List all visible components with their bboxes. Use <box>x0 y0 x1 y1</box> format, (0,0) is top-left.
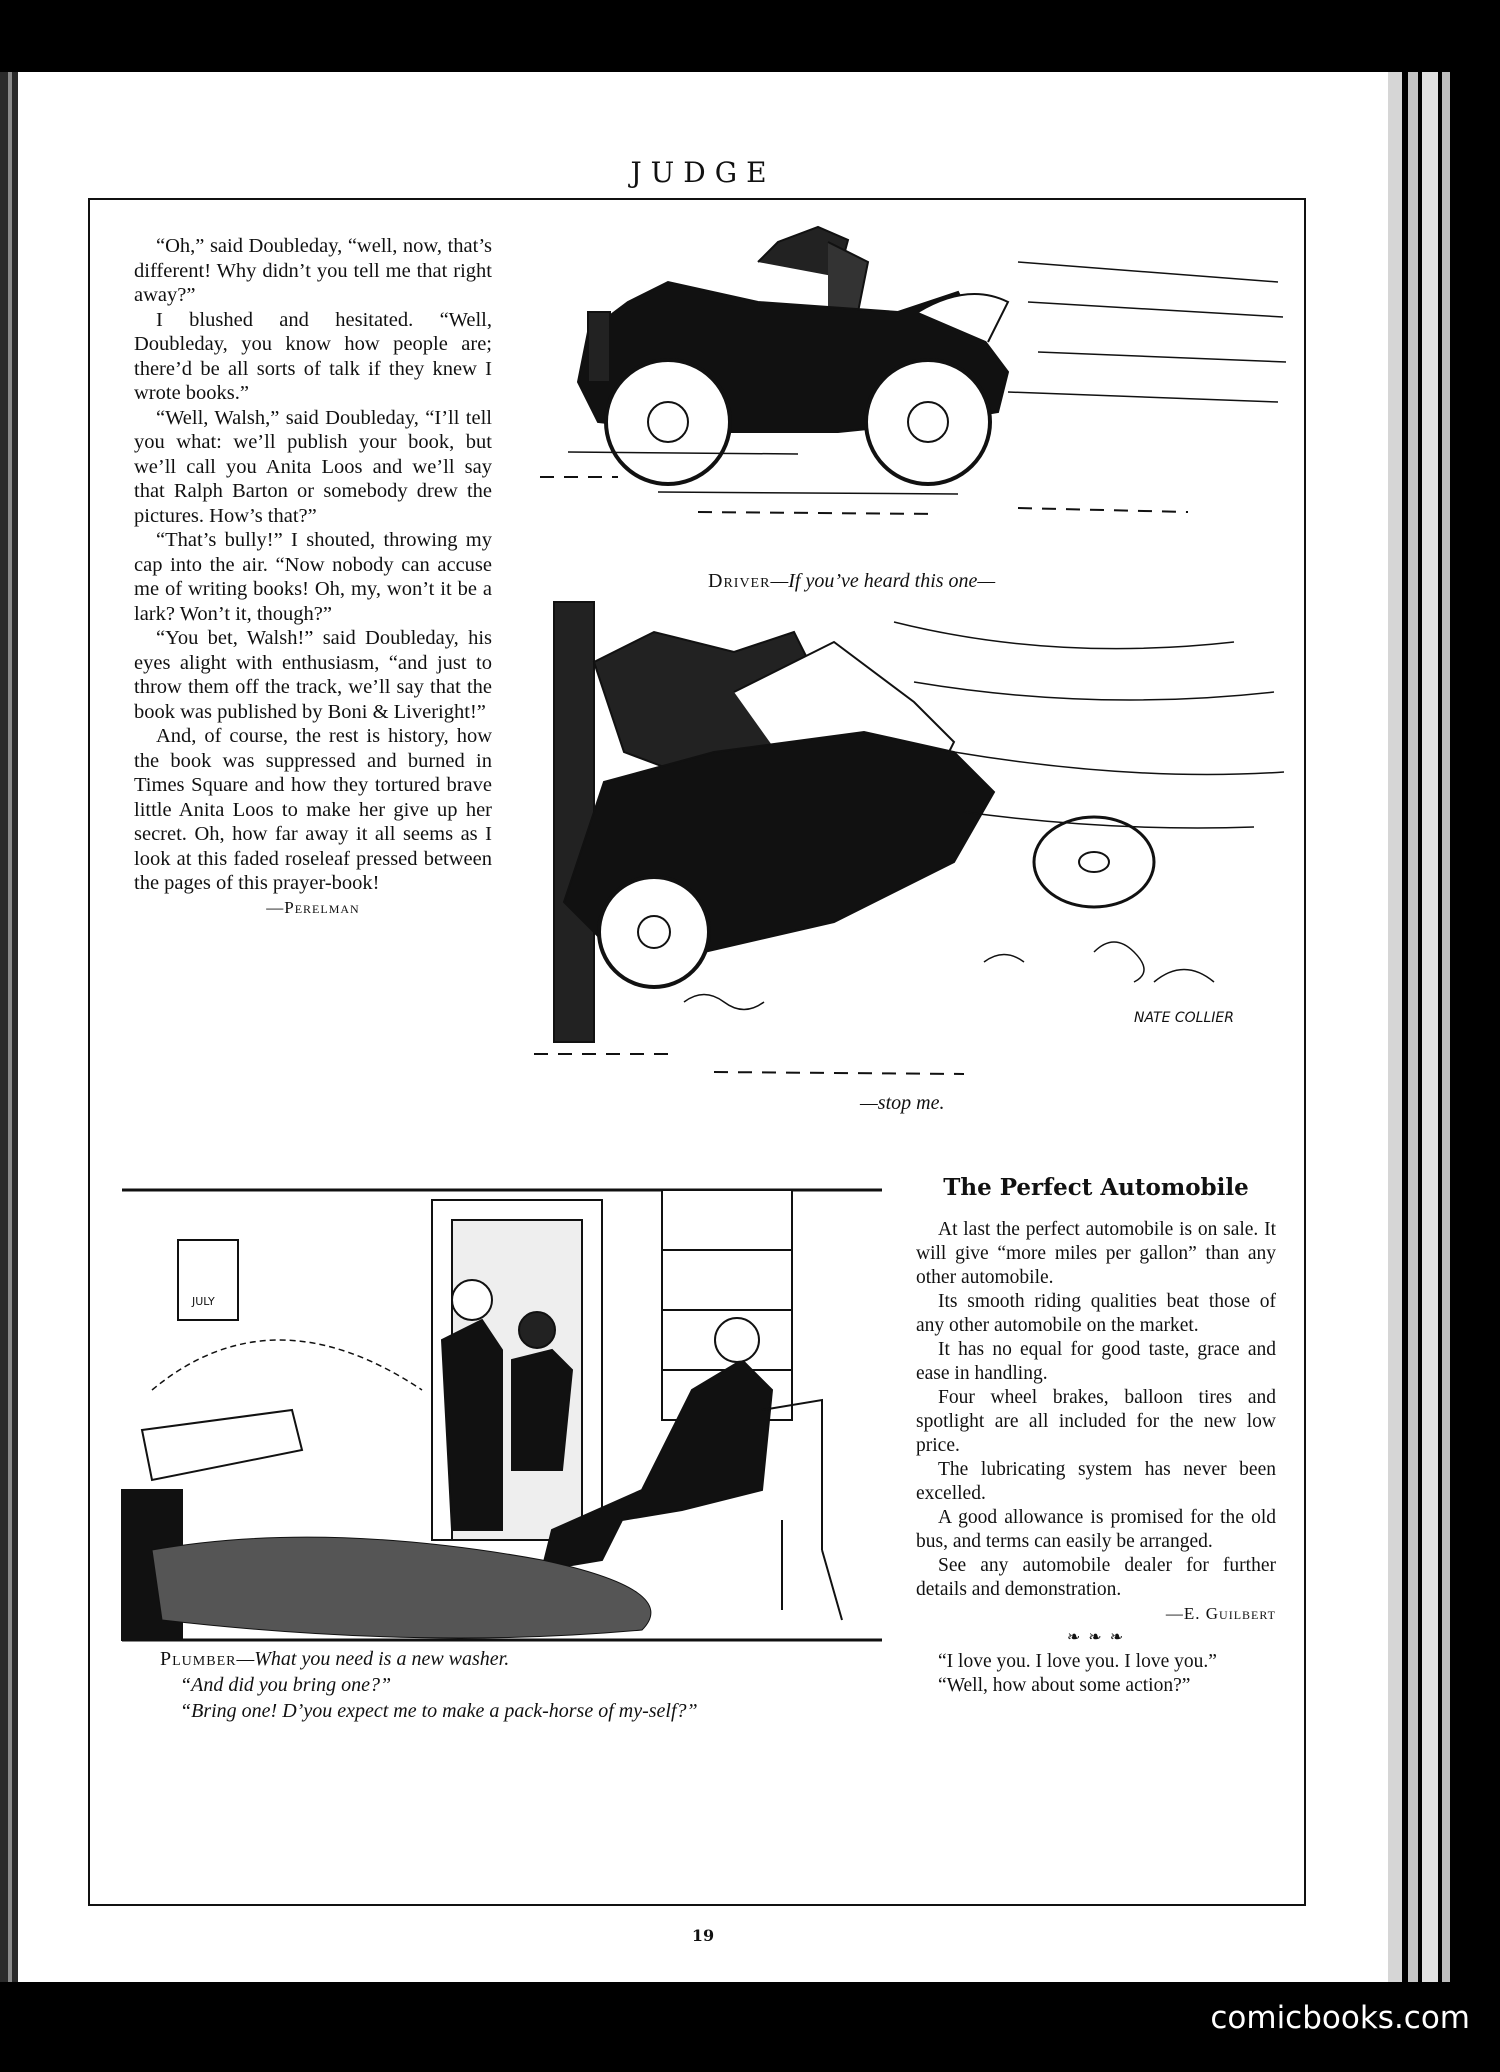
article-paragraph: It has no equal for good taste, grace and ease in handling. <box>916 1339 1276 1384</box>
car-driving-illustration <box>538 222 1288 552</box>
joke-line: “Well, how about some action?” <box>938 1675 1191 1696</box>
artist-signature: NATE COLLIER <box>1134 1010 1234 1026</box>
ornament-divider: ❧ ❧ ❧ <box>1066 1629 1126 1646</box>
article-headline: The Perfect Automobile <box>943 1174 1249 1201</box>
car-crash-illustration <box>534 602 1294 1082</box>
magazine-title: JUDGE <box>630 156 776 189</box>
calendar-month: JULY <box>192 1295 215 1308</box>
article-paragraph: A good allowance is promised for the old bus, and terms can easily be arranged. <box>916 1507 1276 1552</box>
car-caption-1 <box>708 570 995 593</box>
plumber-illustration <box>122 1190 882 1640</box>
caption-line: “Bring one! D’you expect me to make a pack-horse of my-self?” <box>180 1700 698 1722</box>
article-paragraph: The lubricating system has never been excelled. <box>916 1459 1276 1504</box>
story-paragraph: And, of course, the rest is history, how the book was suppressed and burned in Times Square and how they tortured brave little Anita Loos to make her give up her secret. Oh, how far away it all seems as I look at this faded roseleaf pressed between the pages of this prayer-book! <box>134 725 492 894</box>
magazine-page <box>18 72 1388 1982</box>
caption-line: —What you need is a new washer. <box>236 1648 510 1670</box>
page-edges-right <box>1388 72 1500 1982</box>
joke-line: “I love you. I love you. I love you.” <box>938 1651 1217 1672</box>
article-paragraph: Four wheel brakes, balloon tires and spotlight are all included for the new low price. <box>916 1387 1276 1456</box>
caption-line: —If you’ve heard this one— <box>770 570 996 592</box>
caption-line: “And did you bring one?” <box>180 1674 392 1696</box>
article-paragraph: Its smooth riding qualities beat those of any other automobile on the market. <box>916 1291 1276 1336</box>
story-column <box>134 234 492 920</box>
story-paragraph: “Well, Walsh,” said Doubleday, “I’ll tell you what: we’ll publish your book, but we’ll call you Anita Loos and we’ll say that Ralph Barton or somebody drew the pictures. How’s that?” <box>134 406 492 527</box>
page-number: 19 <box>691 1926 715 1945</box>
article-byline: —E. Guilbert <box>1165 1604 1276 1623</box>
car-caption-2: —stop me. <box>860 1092 945 1114</box>
site-watermark: comicbooks.com <box>1210 2000 1470 2036</box>
caption-speaker: Plumber <box>160 1648 237 1670</box>
article-paragraph: At last the perfect automobile is on sale. It will give “more miles per gallon” than any other automobile. <box>916 1219 1276 1288</box>
article-paragraph: See any automobile dealer for further details and demonstration. <box>916 1555 1276 1600</box>
story-paragraph: “You bet, Walsh!” said Doubleday, his eyes alight with enthusiasm, “and just to throw them off the track, we’ll say that the book was published by Boni & Liveright!” <box>134 627 492 723</box>
book-spine-left <box>0 72 18 1982</box>
article-column <box>916 1218 1276 1698</box>
story-paragraph: “That’s bully!” I shouted, throwing my cap into the air. “Now nobody can accuse me of writing books! Oh, my, won’t it be a lark? Won’t it, though?” <box>134 529 492 625</box>
story-paragraph: “Oh,” said Doubleday, “well, now, that’s different! Why didn’t you tell me that right away?” <box>134 235 492 306</box>
story-paragraph: I blushed and hesitated. “Well, Doubleday, you know how people are; there’d be all sorts of talk if they knew I wrote books.” <box>134 308 492 404</box>
caption-speaker: Driver <box>708 570 771 592</box>
plumber-caption <box>160 1646 870 1724</box>
story-byline: —Perelman <box>266 897 360 917</box>
